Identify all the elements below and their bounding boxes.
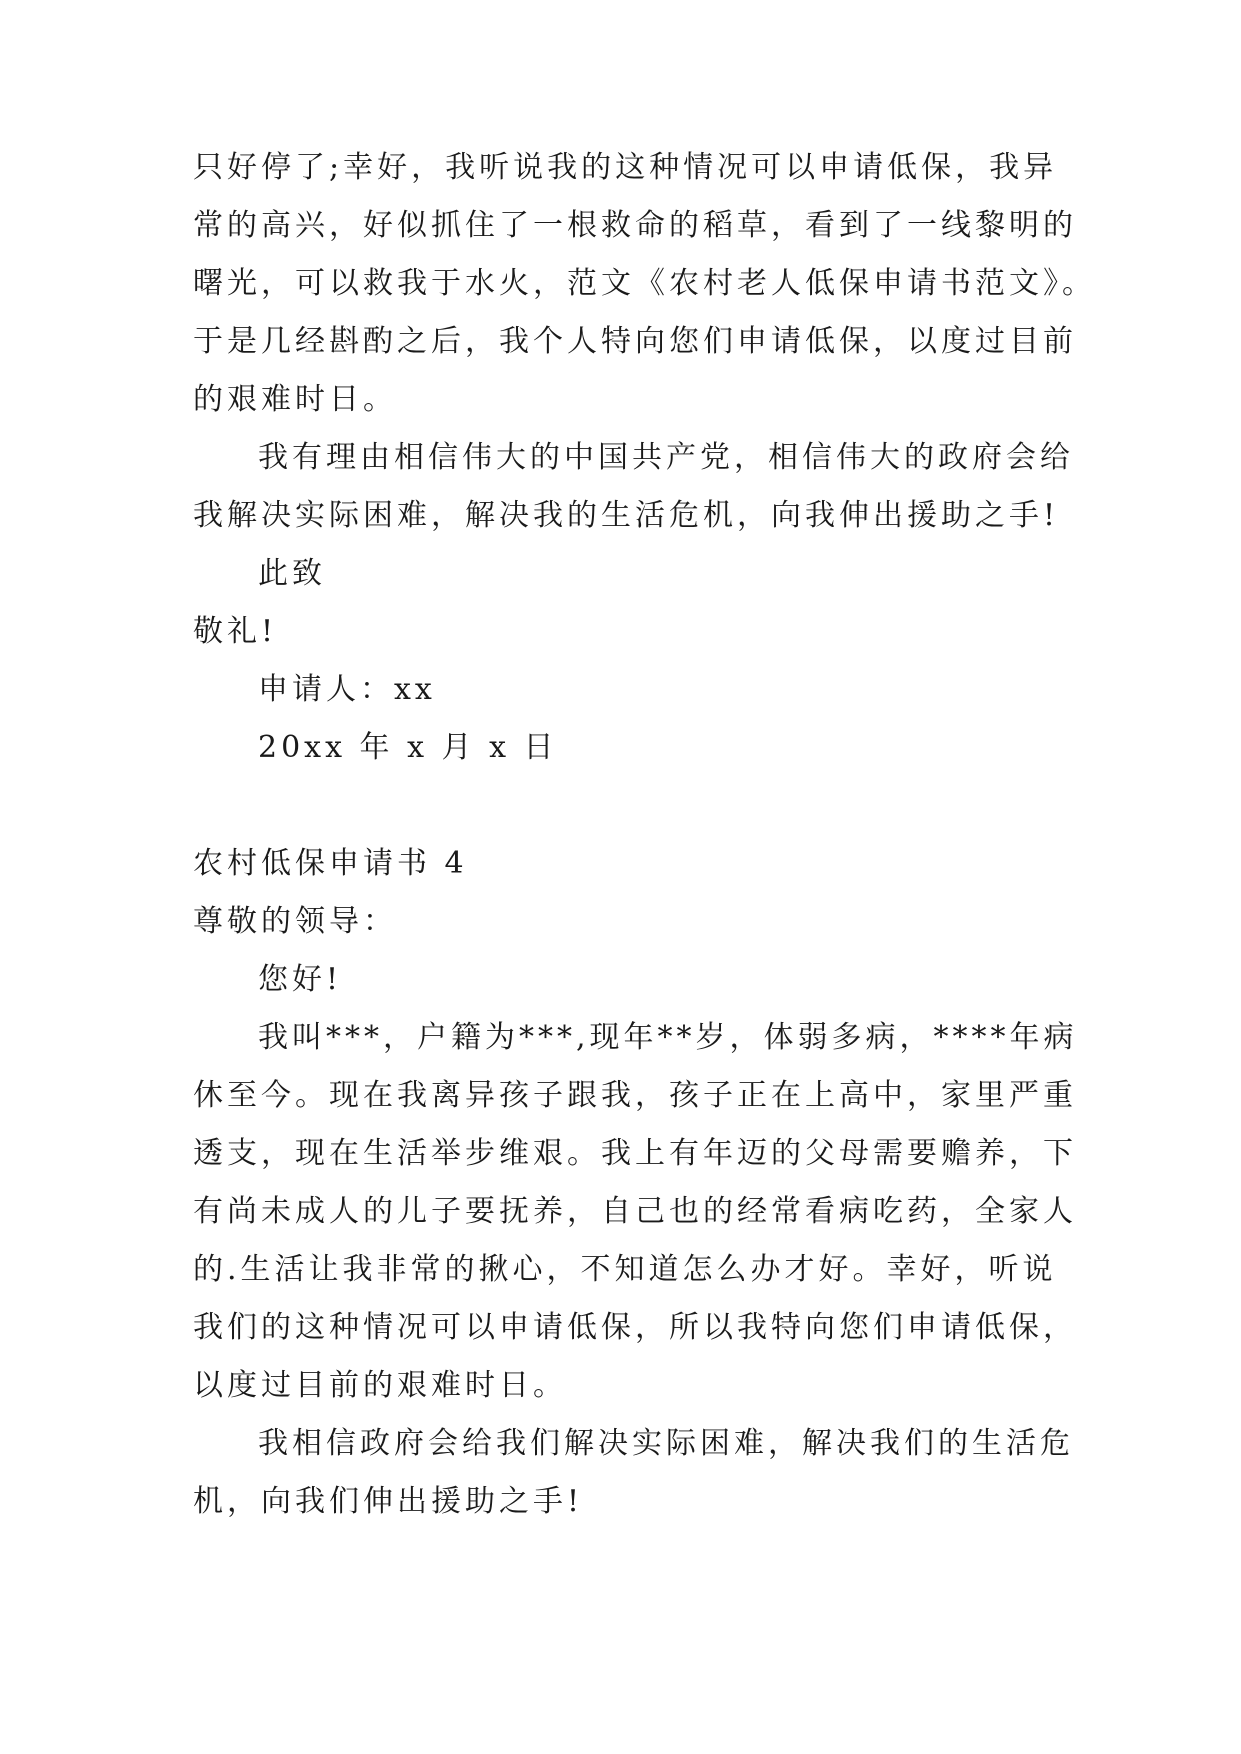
- paragraph-line: 只好停了;幸好，我听说我的这种情况可以申请低保，我异: [193, 150, 1058, 185]
- paragraph-line: 于是几经斟酌之后，我个人特向您们申请低保，以度过目前: [193, 324, 1077, 359]
- paragraph-line: 我叫***，户籍为***,现年**岁，体弱多病，****年病: [258, 1020, 1078, 1055]
- date-line: 20xx 年 x 月 x 日: [258, 730, 558, 765]
- closing-line: 此致: [258, 556, 326, 591]
- paragraph-line: 曙光，可以救我于水火，范文《农村老人低保申请书范文》。: [193, 266, 1096, 301]
- paragraph-line: 休至今。现在我离异孩子跟我，孩子正在上高中，家里严重: [193, 1078, 1077, 1113]
- greeting: 您好!: [258, 962, 343, 997]
- paragraph-line: 机，向我们伸出援助之手!: [193, 1484, 584, 1519]
- paragraph-line: 我相信政府会给我们解决实际困难，解决我们的生活危: [258, 1426, 1074, 1461]
- paragraph-line: 以度过目前的艰难时日。: [193, 1368, 567, 1403]
- paragraph-line: 我解决实际困难，解决我的生活危机，向我伸出援助之手!: [193, 498, 1060, 533]
- paragraph-line: 透支，现在生活举步维艰。我上有年迈的父母需要赡养，下: [193, 1136, 1077, 1171]
- paragraph-line: 的艰难时日。: [193, 382, 397, 417]
- section-title: 农村低保申请书 4: [193, 846, 468, 881]
- closing-salute: 敬礼!: [193, 614, 278, 649]
- paragraph-line: 的.生活让我非常的揪心，不知道怎么办才好。幸好，听说: [193, 1252, 1057, 1287]
- salutation: 尊敬的领导：: [193, 904, 397, 939]
- paragraph-line: 我有理由相信伟大的中国共产党，相信伟大的政府会给: [258, 440, 1074, 475]
- applicant-line: 申请人：xx: [258, 672, 436, 707]
- paragraph-line: 常的高兴，好似抓住了一根救命的稻草，看到了一线黎明的: [193, 208, 1077, 243]
- paragraph-line: 有尚未成人的儿子要抚养，自己也的经常看病吃药，全家人: [193, 1194, 1077, 1229]
- paragraph-line: 我们的这种情况可以申请低保，所以我特向您们申请低保，: [193, 1310, 1077, 1345]
